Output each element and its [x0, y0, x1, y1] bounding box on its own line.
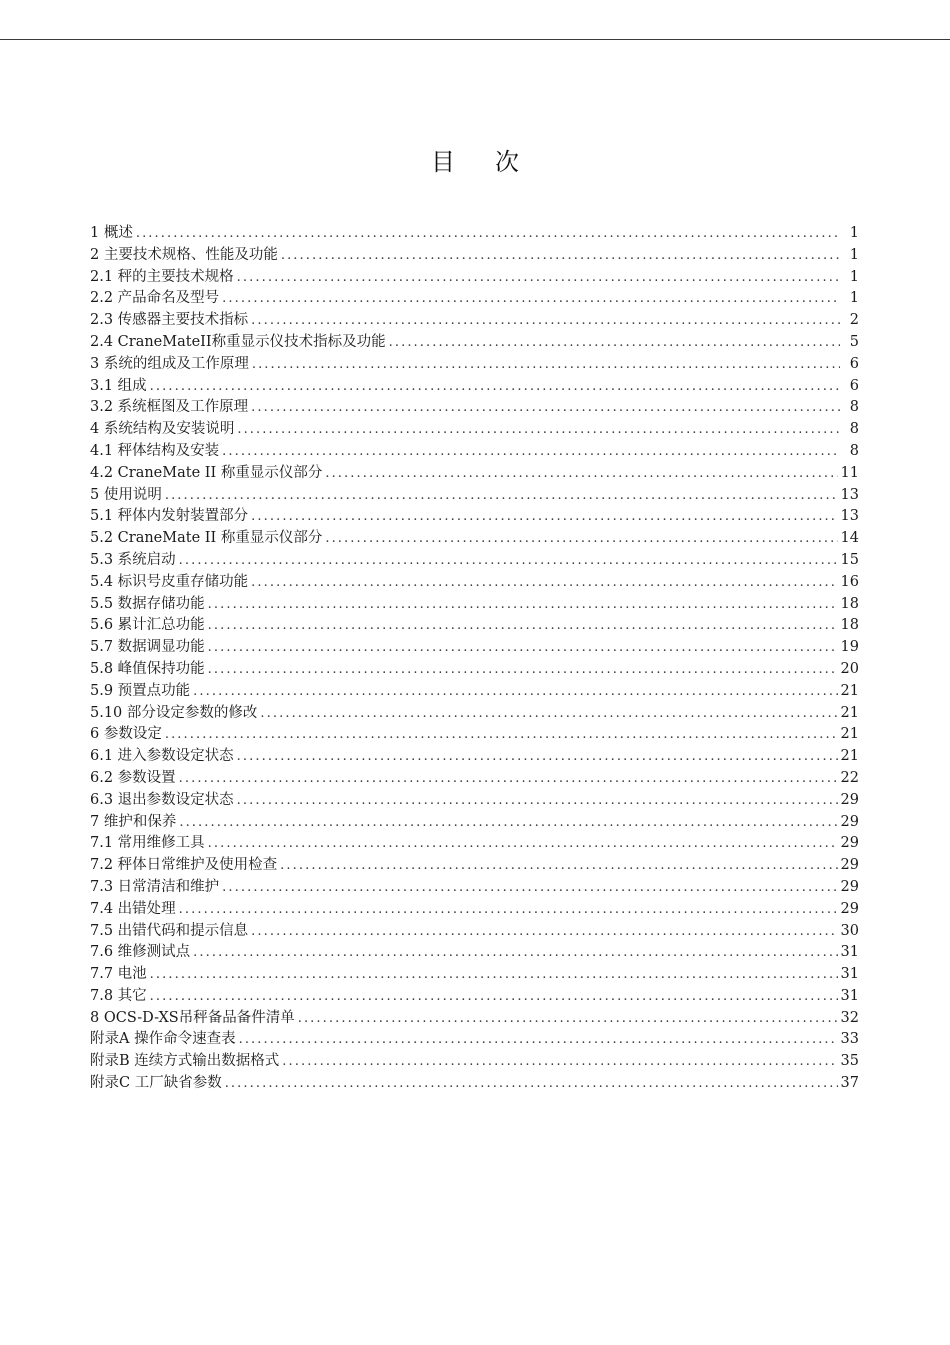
toc-entry[interactable] — [90, 703, 859, 725]
toc-dot-leader — [222, 288, 840, 310]
toc-dot-leader — [251, 310, 840, 332]
toc-entry-label: 5.10 部分设定参数的修改 — [90, 704, 258, 721]
toc-entry[interactable] — [90, 550, 859, 572]
toc-entry-label: 5.6 累计汇总功能 — [90, 617, 205, 634]
toc-entry-page-number: 8 — [849, 399, 859, 416]
toc-entry[interactable] — [90, 310, 859, 332]
toc-entry-page-number: 6 — [849, 377, 859, 394]
toc-entry[interactable] — [90, 942, 859, 964]
toc-entry[interactable] — [90, 354, 859, 376]
toc-entry-page-number: 2 — [849, 312, 859, 329]
toc-entry-label: 7.6 维修测试点 — [90, 944, 191, 961]
toc-dot-leader — [280, 855, 837, 877]
toc-dot-leader — [281, 245, 840, 267]
toc-entry[interactable] — [90, 594, 859, 616]
toc-entry-page-number: 15 — [840, 551, 859, 568]
toc-dot-leader — [208, 615, 838, 637]
toc-entry-label: 7 维护和保养 — [90, 813, 177, 830]
toc-entry[interactable] — [90, 376, 859, 398]
toc-entry-label: 6.2 参数设置 — [90, 769, 176, 786]
toc-entry[interactable] — [90, 833, 859, 855]
toc-dot-leader — [237, 746, 838, 768]
toc-entry-label: 附录A 操作命令速查表 — [90, 1031, 236, 1048]
toc-entry-page-number: 8 — [849, 421, 859, 438]
toc-entry[interactable] — [90, 332, 859, 354]
toc-entry-label: 7.2 秤体日常维护及使用检查 — [90, 857, 278, 874]
toc-entry[interactable] — [90, 964, 859, 986]
toc-entry-label: 附录C 工厂缺省参数 — [90, 1075, 222, 1092]
toc-entry-label: 5.2 CraneMate II 称重显示仪部分 — [90, 530, 323, 547]
toc-entry[interactable] — [90, 1051, 859, 1073]
toc-entry-page-number: 31 — [840, 987, 859, 1004]
toc-entry-page-number: 20 — [840, 660, 859, 677]
toc-entry[interactable] — [90, 288, 859, 310]
toc-entry-page-number: 29 — [840, 878, 859, 895]
toc-entry-page-number: 1 — [849, 290, 859, 307]
toc-entry-page-number: 37 — [840, 1075, 859, 1092]
toc-entry-page-number: 6 — [849, 355, 859, 372]
toc-entry-label: 4.1 秤体结构及安装 — [90, 442, 220, 459]
toc-title: 目次 — [431, 148, 559, 176]
toc-dot-leader — [165, 485, 838, 507]
toc-dot-leader — [251, 397, 840, 419]
toc-entry-page-number: 31 — [840, 944, 859, 961]
toc-list — [90, 223, 859, 1095]
toc-dot-leader — [193, 942, 837, 964]
toc-dot-leader — [222, 441, 840, 463]
toc-entry-page-number: 1 — [849, 268, 859, 285]
toc-entry-label: 5.5 数据存储功能 — [90, 595, 205, 612]
toc-entry[interactable] — [90, 921, 859, 943]
toc-dot-leader — [193, 681, 837, 703]
toc-dot-leader — [239, 1029, 838, 1051]
toc-entry-page-number: 13 — [840, 486, 859, 503]
toc-entry-page-number: 21 — [840, 704, 859, 721]
toc-entry-label: 8 OCS-D-XS吊秤备品备件清单 — [90, 1009, 295, 1026]
toc-dot-leader — [179, 899, 838, 921]
toc-dot-leader — [150, 964, 838, 986]
toc-entry-page-number: 16 — [840, 573, 859, 590]
toc-entry-page-number: 31 — [840, 966, 859, 983]
toc-entry-page-number: 1 — [849, 246, 859, 263]
toc-entry[interactable] — [90, 572, 859, 594]
toc-entry-page-number: 29 — [840, 857, 859, 874]
toc-entry-page-number: 11 — [840, 464, 859, 481]
toc-entry-page-number: 30 — [840, 922, 859, 939]
toc-dot-leader — [179, 768, 838, 790]
toc-entry[interactable] — [90, 615, 859, 637]
toc-entry-page-number: 19 — [840, 639, 859, 656]
toc-entry[interactable] — [90, 267, 859, 289]
toc-entry[interactable] — [90, 485, 859, 507]
toc-entry-page-number: 18 — [840, 617, 859, 634]
toc-entry[interactable] — [90, 986, 859, 1008]
toc-dot-leader — [251, 572, 837, 594]
toc-entry-label: 7.7 电池 — [90, 966, 147, 983]
toc-entry-page-number: 29 — [840, 791, 859, 808]
toc-entry-label: 6.1 进入参数设定状态 — [90, 748, 234, 765]
toc-entry-page-number: 5 — [849, 333, 859, 350]
toc-entry-page-number: 14 — [840, 530, 859, 547]
toc-entry-label: 2.1 秤的主要技术规格 — [90, 268, 234, 285]
toc-entry-label: 2.3 传感器主要技术指标 — [90, 312, 249, 329]
toc-entry[interactable] — [90, 528, 859, 550]
toc-dot-leader — [179, 812, 837, 834]
toc-entry[interactable] — [90, 659, 859, 681]
toc-entry-label: 3 系统的组成及工作原理 — [90, 355, 249, 372]
toc-entry[interactable] — [90, 1029, 859, 1051]
toc-dot-leader — [237, 267, 840, 289]
toc-entry-page-number: 35 — [840, 1053, 859, 1070]
header-rule — [0, 39, 950, 40]
toc-dot-leader — [260, 703, 837, 725]
toc-entry-page-number: 8 — [849, 442, 859, 459]
toc-dot-leader — [208, 637, 838, 659]
toc-entry[interactable] — [90, 855, 859, 877]
toc-entry-label: 2.2 产品命名及型号 — [90, 290, 220, 307]
toc-dot-leader — [179, 550, 838, 572]
toc-entry-page-number: 21 — [840, 726, 859, 743]
toc-entry-page-number: 13 — [840, 508, 859, 525]
toc-entry[interactable] — [90, 790, 859, 812]
toc-entry-label: 5.1 秤体内发射装置部分 — [90, 508, 249, 525]
toc-entry-label: 6 参数设定 — [90, 726, 162, 743]
toc-entry-label: 5.9 预置点功能 — [90, 682, 191, 699]
toc-entry-label: 附录B 连续方式输出数据格式 — [90, 1053, 280, 1070]
toc-dot-leader — [251, 506, 837, 528]
toc-dot-leader — [298, 1008, 838, 1030]
toc-entry[interactable] — [90, 245, 859, 267]
toc-entry-page-number: 1 — [849, 225, 859, 241]
toc-entry[interactable] — [90, 1008, 859, 1030]
toc-entry[interactable] — [90, 441, 859, 463]
toc-dot-leader — [225, 1073, 838, 1095]
toc-entry[interactable] — [90, 506, 859, 528]
toc-dot-leader — [389, 332, 840, 354]
toc-dot-leader — [252, 354, 840, 376]
toc-dot-leader — [208, 833, 838, 855]
toc-entry-label: 5.7 数据调显功能 — [90, 639, 205, 656]
toc-entry-label: 3.2 系统框图及工作原理 — [90, 399, 249, 416]
toc-entry[interactable] — [90, 1073, 859, 1095]
toc-dot-leader — [136, 223, 840, 245]
toc-entry-label: 6.3 退出参数设定状态 — [90, 791, 234, 808]
toc-entry-label: 7.1 常用维修工具 — [90, 835, 205, 852]
toc-entry[interactable] — [90, 746, 859, 768]
toc-entry-label: 7.3 日常清洁和维护 — [90, 878, 220, 895]
toc-entry[interactable] — [90, 397, 859, 419]
toc-entry-label: 2.4 CraneMateII称重显示仪技术指标及功能 — [90, 333, 386, 350]
toc-entry[interactable] — [90, 768, 859, 790]
toc-entry-page-number: 29 — [840, 835, 859, 852]
toc-dot-leader — [165, 724, 838, 746]
toc-entry-label: 7.5 出错代码和提示信息 — [90, 922, 249, 939]
toc-entry-label: 5.3 系统启动 — [90, 551, 176, 568]
toc-entry-label: 5 使用说明 — [90, 486, 162, 503]
toc-dot-leader — [251, 921, 837, 943]
toc-dot-leader — [208, 659, 838, 681]
toc-entry[interactable] — [90, 724, 859, 746]
toc-dot-leader — [282, 1051, 837, 1073]
toc-entry-page-number: 29 — [840, 900, 859, 917]
toc-dot-leader — [325, 463, 837, 485]
toc-entry[interactable] — [90, 419, 859, 441]
toc-entry[interactable] — [90, 681, 859, 703]
toc-entry[interactable] — [90, 877, 859, 899]
toc-entry[interactable] — [90, 812, 859, 834]
toc-dot-leader — [237, 419, 840, 441]
toc-entry-page-number: 33 — [840, 1031, 859, 1048]
toc-entry-label: 5.4 标识号皮重存储功能 — [90, 573, 249, 590]
toc-entry-label: 7.8 其它 — [90, 987, 147, 1004]
toc-dot-leader — [325, 528, 837, 550]
toc-entry-page-number: 22 — [840, 769, 859, 786]
toc-dot-leader — [208, 594, 838, 616]
toc-entry-page-number: 32 — [840, 1009, 859, 1026]
toc-entry[interactable] — [90, 463, 859, 485]
toc-entry-label: 2 主要技术规格、性能及功能 — [90, 246, 278, 263]
toc-entry-page-number: 18 — [840, 595, 859, 612]
toc-entry-page-number: 21 — [840, 682, 859, 699]
toc-entry[interactable] — [90, 223, 859, 245]
toc-dot-leader — [237, 790, 838, 812]
toc-dot-leader — [150, 986, 838, 1008]
toc-entry[interactable] — [90, 637, 859, 659]
toc-entry-page-number: 21 — [840, 748, 859, 765]
toc-entry-label: 5.8 峰值保持功能 — [90, 660, 205, 677]
toc-dot-leader — [150, 376, 840, 398]
toc-entry-label: 4.2 CraneMate II 称重显示仪部分 — [90, 464, 323, 481]
toc-entry[interactable] — [90, 899, 859, 921]
toc-entry-page-number: 29 — [840, 813, 859, 830]
toc-dot-leader — [222, 877, 837, 899]
toc-entry-label: 7.4 出错处理 — [90, 900, 176, 917]
toc-entry-label: 3.1 组成 — [90, 377, 147, 394]
toc-entry-label: 1 概述 — [90, 225, 133, 241]
toc-entry-label: 4 系统结构及安装说明 — [90, 421, 235, 438]
